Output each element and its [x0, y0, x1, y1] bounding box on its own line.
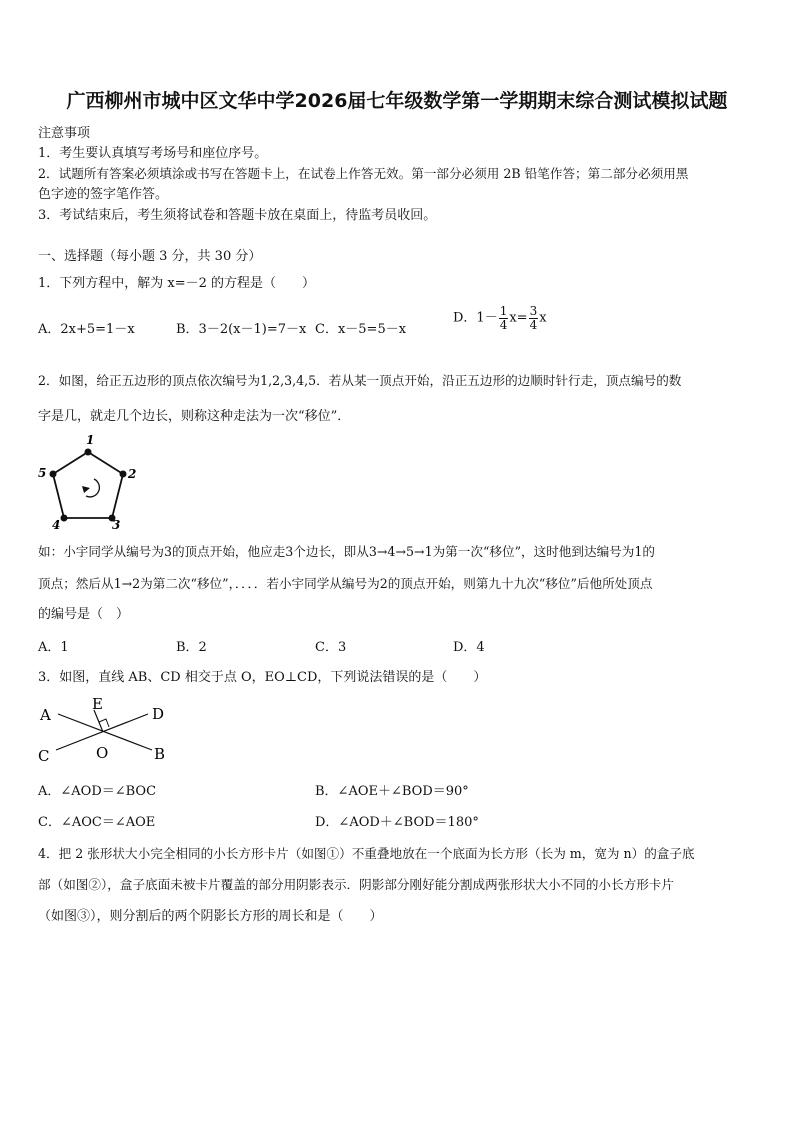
pentagon-vertex-2 [120, 471, 127, 478]
q1-d-frac2-num: 3 [529, 304, 538, 318]
q1-d-suffix: x [539, 310, 547, 326]
pentagon-vertex-4 [61, 515, 68, 522]
q3-option-a: A．∠AOD＝∠BOC [38, 784, 157, 799]
notice-item-1: 1．考生要认真填写考场号和座位序号。 [38, 146, 268, 161]
q1-option-b: B．3－2(x－1)=7－x [176, 322, 307, 337]
pentagon-label-1: 1 [86, 433, 95, 447]
notice-item-2: 2．试题所有答案必须填涂或书写在答题卡上，在试卷上作答无效。第一部分必须用 2B 铅笔作答；第二部分必须用黑 [38, 166, 689, 181]
q4-line-2: 部（如图②），盒子底面未被卡片覆盖的部分用阴影表示．阴影部分刚好能分割成两张形状大小不同的小长方形卡片 [38, 877, 674, 892]
pentagon-vertex-5 [50, 471, 57, 478]
q1-d-fraction-2 [529, 305, 539, 331]
pentagon-label-3: 3 [112, 518, 121, 530]
pentagon-figure [34, 430, 144, 530]
arrow-head-icon [82, 486, 90, 493]
q1-d-frac1-den: 4 [499, 317, 508, 332]
q1-d-frac1-num: 1 [499, 304, 508, 318]
q1-option-a: A．2x+5=1－x [38, 322, 135, 337]
q1-d-prefix: D．1－ [453, 310, 498, 326]
q2-option-a: A．1 [38, 640, 69, 655]
q2-line-2: 字是几，就走几个边长，则称这种走法为一次“移位”． [38, 409, 351, 424]
q4-line-3: （如图③），则分割后的两个阴影长方形的周长和是（ ） [38, 909, 383, 924]
label-e: E [92, 695, 103, 713]
pentagon-label-4: 4 [52, 518, 61, 530]
page-title: 广西柳州市城中区文华中学2026届七年级数学第一学期期末综合测试模拟试题 [66, 90, 728, 112]
pentagon-label-2: 2 [128, 467, 137, 481]
q4-line-1: 4．把 2 张形状大小完全相同的小长方形卡片（如图①）不重叠地放在一个底面为长方形（长为 m，宽为 n）的盒子底 [38, 846, 695, 861]
q3-stem: 3．如图，直线 AB、CD 相交于点 O，EO⊥CD，下列说法错误的是（ ） [38, 670, 487, 685]
q1-d-fraction-1 [499, 305, 509, 331]
pentagon-label-5: 5 [38, 466, 47, 480]
q3-option-c: C．∠AOC＝∠AOE [38, 815, 156, 830]
q2-line-1: 2．如图，给正五边形的顶点依次编号为1,2,3,4,5．若从某一顶点开始，沿正五边形的边顺时针行走，顶点编号的数 [38, 373, 682, 388]
q1-d-mid: x= [509, 310, 528, 326]
q1-d-frac2-den: 4 [529, 317, 538, 332]
q2-line-3: 如：小宇同学从编号为3的顶点开始，他应走3个边长，即从3→4→5→1为第一次“移位”，这时他到达编号为1的 [38, 544, 655, 559]
pentagon-vertex-1 [85, 449, 92, 456]
notice-item-3: 3．考试结束后，考生须将试卷和答题卡放在桌面上，待监考员收回。 [38, 208, 437, 223]
label-d: D [152, 705, 165, 723]
q1-option-c: C．x－5=5－x [315, 322, 407, 337]
q1-option-d [453, 305, 547, 331]
label-c: C [38, 747, 50, 765]
notice-heading: 注意事项 [38, 126, 91, 141]
q2-line-4: 顶点；然后从1→2为第二次“移位”，．．．．若小宇同学从编号为2的顶点开始，则第九十九次“移位”后他所处顶点 [38, 576, 653, 591]
intersecting-lines-figure [36, 692, 176, 768]
q1-stem: 1．下列方程中，解为 x=－2 的方程是（ ） [38, 276, 316, 291]
q2-option-d: D．4 [453, 640, 485, 655]
q3-option-d: D．∠AOD＋∠BOD＝180° [315, 815, 479, 830]
label-b: B [154, 745, 166, 763]
label-o: O [96, 744, 109, 762]
q3-option-b: B．∠AOE＋∠BOD＝90° [315, 784, 469, 799]
q2-line-5: 的编号是（ ） [38, 607, 130, 622]
notice-item-2-cont: 色字迹的签字笔作答。 [38, 187, 169, 202]
section-heading: 一、选择题（每小题 3 分，共 30 分） [38, 249, 262, 264]
q2-option-b: B．2 [176, 640, 207, 655]
label-a: A [40, 706, 51, 724]
q2-option-c: C．3 [315, 640, 347, 655]
